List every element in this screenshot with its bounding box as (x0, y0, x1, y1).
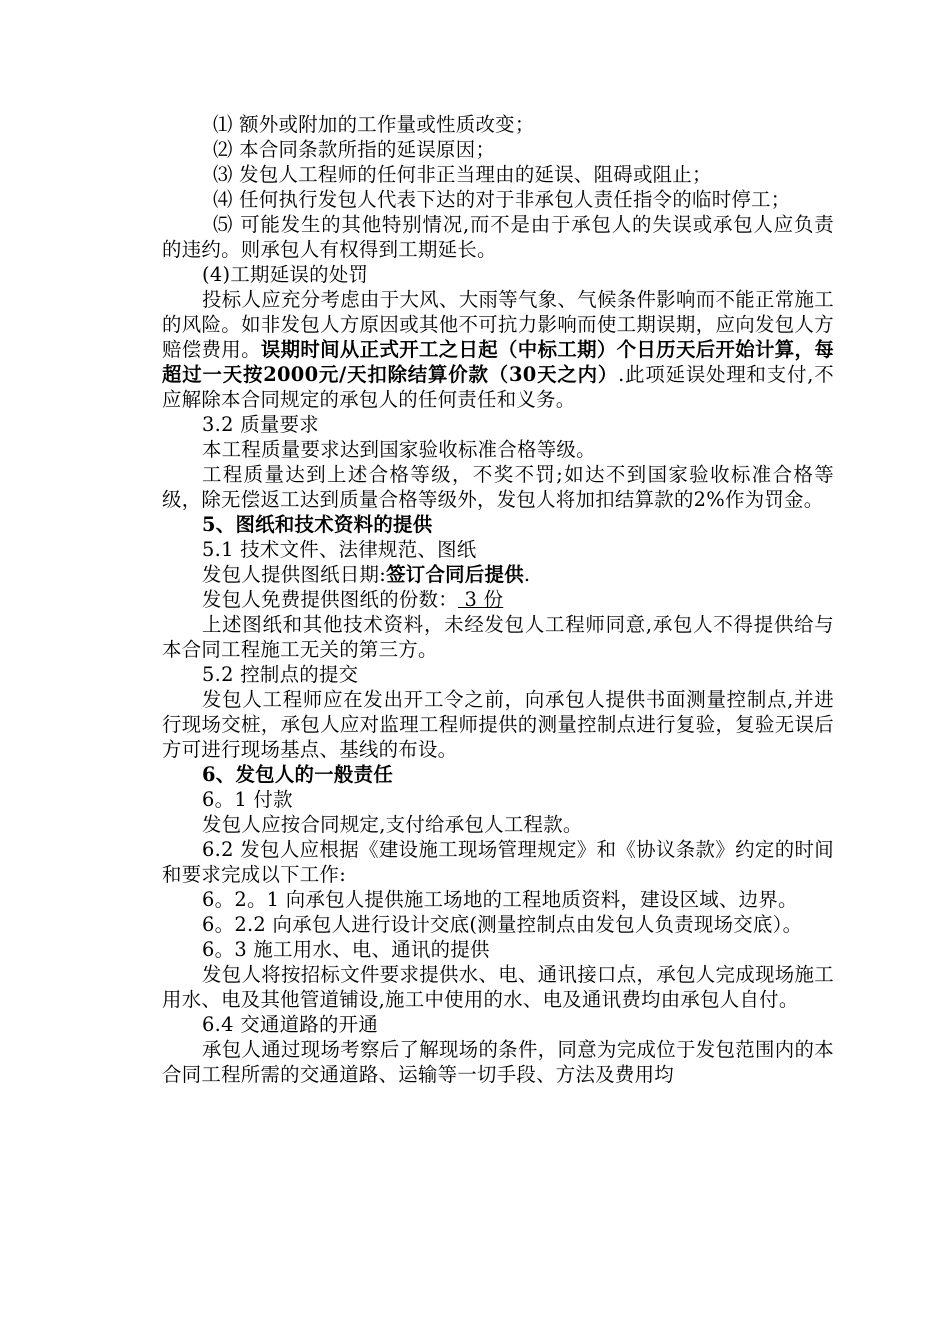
list-item: ⑴ 额外或附加的工作量或性质改变； (213, 113, 535, 136)
section-6-heading: 6、发包人的一般责任 (202, 763, 394, 786)
section-6-2-1-paragraph: 6。2。1 向承包人提供施工场地的工程地质资料，建设区域、边界。 (202, 888, 798, 911)
drawing-date-end: . (523, 563, 531, 586)
payment-paragraph: 发包人应按合同规定,支付给承包人工程款。 (202, 813, 583, 836)
drawing-copies-label: 发包人免费提供图纸的份数： (202, 588, 458, 611)
drawing-copies-line (162, 587, 834, 612)
list-item: ⑵ 本合同条款所指的延误原因； (213, 138, 496, 161)
drawing-date-line (162, 562, 834, 587)
quality-heading: 3.2 质量要求 (202, 413, 319, 436)
quality-penalty-paragraph: 工程质量达到上述合格等级，不奖不罚;如达不到国家验收标准合格等级，除无偿返工达到质量合格等级外，发包人将加扣结算款的2%作为罚金。 (162, 463, 834, 511)
control-point-paragraph: 发包人工程师应在发出开工令之前，向承包人提供书面测量控制点,并进行现场交桩，承包人应对监理工程师提供的测量控制点进行复验，复验无误后方可进行现场基点、基线的布设。 (162, 688, 834, 761)
section-5-heading: 5、图纸和技术资料的提供 (202, 513, 433, 536)
delay-penalty-text: 投标人应充分考虑由于大风、大雨等气象、气候条件影响而不能正常施工的风险。如非发包人方原因或其他不可抗力影响而使工期误期，应向发包人方赔偿费用。 (162, 288, 834, 361)
section-6-2-paragraph: 6.2 发包人应根据《建设施工现场管理规定》和《协议条款》约定的时间和要求完成以下工作: (162, 838, 834, 886)
section-6-1-heading: 6。1 付款 (202, 788, 293, 811)
delay-penalty-heading: (4)工期延误的处罚 (202, 263, 369, 286)
utilities-paragraph: 发包人将按招标文件要求提供水、电、通讯接口点，承包人完成现场施工用水、电及其他管道铺设,施工中使用的水、电及通讯费均由承包人自付。 (162, 963, 834, 1011)
list-item: ⑸ 可能发生的其他特别情况,而不是由于承包人的失误或承包人应负责的违约。则承包人有权得到工期延长。 (162, 213, 834, 261)
delay-penalty-paragraph (162, 287, 834, 412)
road-access-paragraph: 承包人通过现场考察后了解现场的条件，同意为完成位于发包范围内的本合同工程所需的交通道路、运输等一切手段、方法及费用均 (162, 1038, 834, 1086)
drawing-date-value: 签订合同后提供 (386, 563, 524, 586)
third-party-paragraph: 上述图纸和其他技术资料，未经发包人工程师同意,承包人不得提供给与本合同工程施工无关的第三方。 (162, 613, 834, 661)
list-item: ⑶ 发包人工程师的任何非正当理由的延误、阻碍或阻止； (213, 163, 712, 186)
document-body (162, 112, 834, 1087)
section-5-1-heading: 5.1 技术文件、法律规范、图纸 (202, 538, 477, 561)
drawing-copies-value: 3 份 (457, 588, 504, 611)
drawing-date-label: 发包人提供图纸日期: (202, 563, 387, 586)
section-6-2-2-paragraph: 6。2.2 向承包人进行设计交底(测量控制点由发包人负责现场交底）。 (202, 913, 803, 936)
delay-penalty-bold-text: 误期时间从正式开工之日起（中标工期）个日历天后开始计算，每超过一天按2000元/天扣除结算价款（30天之内） (162, 338, 835, 386)
quality-paragraph: 本工程质量要求达到国家验收标准合格等级。 (202, 438, 596, 461)
list-item: ⑷ 任何执行发包人代表下达的对于非承包人责任指令的临时停工； (213, 188, 791, 211)
section-6-3-heading: 6。3 施工用水、电、通讯的提供 (202, 938, 490, 961)
delay-penalty-text-end: .此项延误处理和支付,不应解除本合同规定的承包人的任何责任和义务。 (162, 363, 834, 411)
section-6-4-heading: 6.4 交通道路的开通 (202, 1013, 379, 1036)
section-5-2-heading: 5.2 控制点的提交 (202, 663, 359, 686)
